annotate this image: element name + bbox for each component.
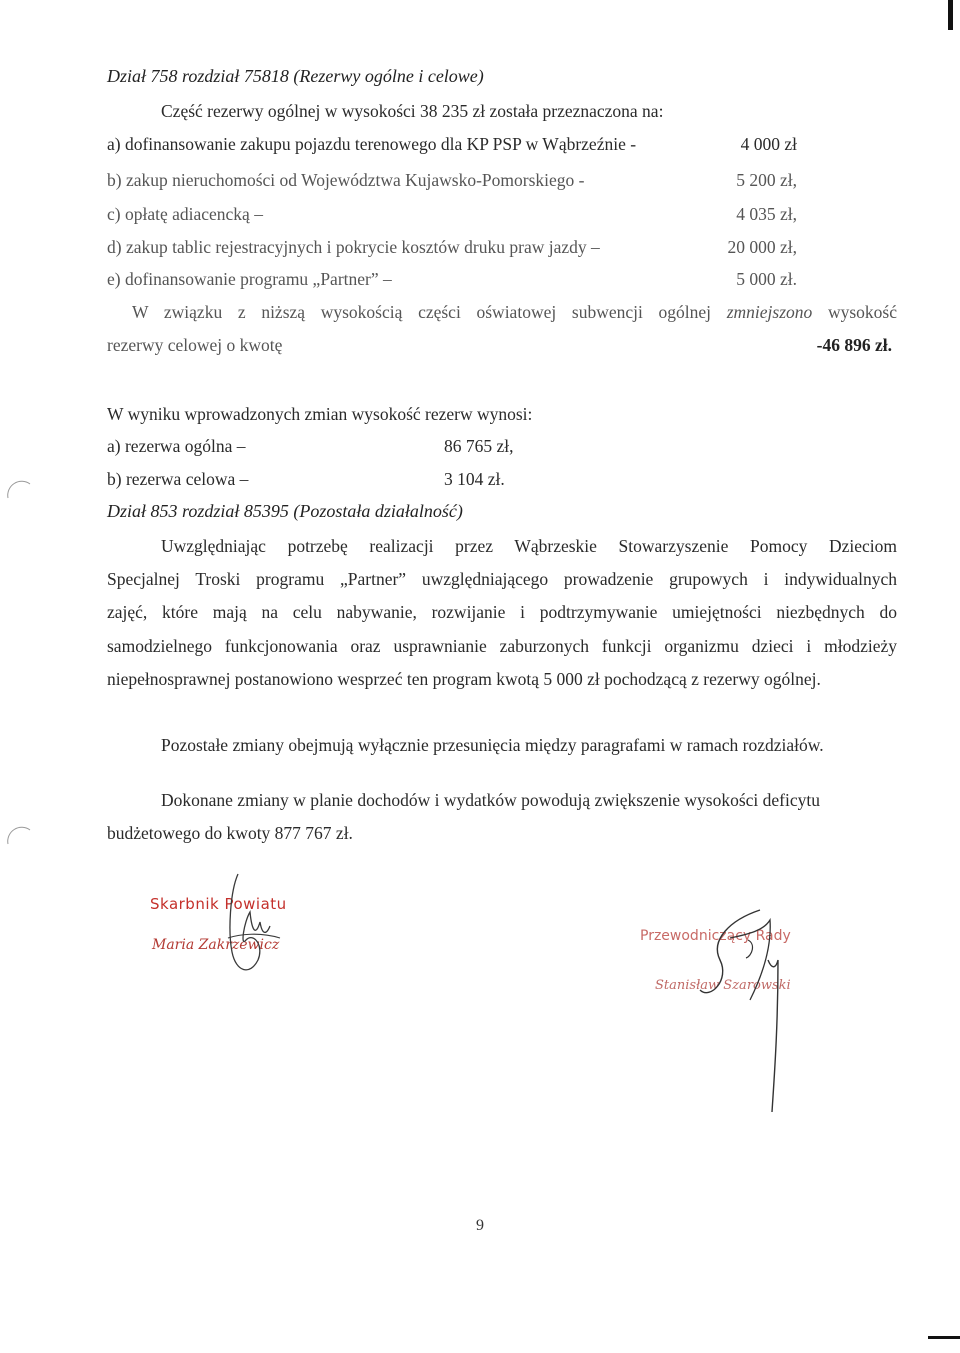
section-heading-853: Dział 853 rozdział 85395 (Pozostała działalność)	[107, 501, 463, 521]
council-chair-name-stamp: Stanisław Szarowski	[655, 978, 791, 993]
result-amount: 3 104 zł.	[444, 469, 505, 489]
reduction-text-b: zmniejszono	[726, 302, 813, 322]
reserve-intro: Część rezerwy ogólnej w wysokości 38 235 zł została przeznaczona na:	[161, 101, 664, 121]
allocation-item-b	[107, 170, 797, 192]
result-item-general	[107, 436, 527, 458]
allocation-label: c) opłatę adiacencką –	[107, 204, 263, 224]
reduction-line-2	[107, 335, 892, 357]
allocation-amount: 4 000 zł	[740, 134, 797, 154]
result-label: a) rezerwa ogólna –	[107, 436, 246, 456]
council-chair-title-stamp: Przewodniczący Rady	[640, 928, 791, 944]
body-line-1: Uwzględniając potrzebę realizacji przez Wąbrzeskie Stowarzyszenie Pomocy Dzieciom	[161, 536, 897, 556]
allocation-item-a	[107, 134, 797, 156]
deficit-line-1: Dokonane zmiany w planie dochodów i wydatków powodują zwiększenie wysokości deficytu	[161, 790, 821, 810]
allocation-amount: 5 200 zł,	[736, 170, 797, 190]
result-label: b) rezerwa celowa –	[107, 469, 249, 489]
allocation-label: e) dofinansowanie programu „Partner” –	[107, 269, 392, 289]
scan-edge-mark	[948, 0, 953, 30]
body-line-5: niepełnosprawnej postanowiono wesprzeć ten program kwotą 5 000 zł pochodzącą z rezerwy ogólnej.	[107, 669, 821, 689]
treasurer-signature	[210, 872, 290, 982]
reduction-line-1	[132, 302, 897, 323]
heading-part-2: (Rezerwy ogólne i celowe)	[293, 66, 484, 86]
body-line-4: samodzielnego funkcjonowania oraz usprawnianie zaburzonych funkcji organizmu dzieci i młodzieży	[107, 636, 897, 656]
heading-part-1: Dział 758 rozdział 75818	[107, 66, 294, 86]
reduction-text-a: W związku z niższą wysokością części oświatowej subwencji ogólnej	[132, 302, 727, 322]
punch-hole-lower	[4, 826, 34, 856]
allocation-amount: 4 035 zł,	[736, 204, 797, 224]
treasurer-title-stamp: Skarbnik Powiatu	[150, 895, 287, 913]
allocation-label: b) zakup nieruchomości od Województwa Kujawsko-Pomorskiego -	[107, 170, 585, 190]
treasurer-name-stamp: Maria Zakrzewicz	[152, 937, 280, 953]
section-heading-758	[107, 66, 484, 87]
page-number: 9	[476, 1217, 484, 1234]
allocation-amount: 5 000 zł.	[736, 269, 797, 289]
allocation-item-e	[107, 269, 797, 291]
allocation-item-c	[107, 204, 797, 226]
scan-edge-mark-bottom	[928, 1336, 960, 1339]
reduction-label: rezerwy celowej o kwotę	[107, 335, 283, 355]
result-amount: 86 765 zł,	[444, 436, 514, 456]
allocation-label: a) dofinansowanie zakupu pojazdu terenowego dla KP PSP w Wąbrzeźnie -	[107, 134, 637, 154]
result-intro: W wyniku wprowadzonych zmian wysokość rezerw wynosi:	[107, 404, 533, 424]
body-line-2: Specjalnej Troski programu „Partner” uwzględniającego prowadzenie grupowych i indywidualnych	[107, 569, 897, 589]
allocation-label: d) zakup tablic rejestracyjnych i pokrycie kosztów druku praw jazdy –	[107, 237, 600, 257]
reduction-amount: -46 896 zł.	[816, 335, 892, 355]
deficit-line-2: budżetowego do kwoty 877 767 zł.	[107, 823, 353, 843]
reduction-text-c: wysokość	[812, 302, 897, 322]
allocation-amount: 20 000 zł,	[727, 237, 797, 257]
result-item-targeted	[107, 469, 527, 491]
other-changes-text: Pozostałe zmiany obejmują wyłącznie przesunięcia między paragrafami w ramach rozdziałów.	[161, 735, 824, 755]
allocation-item-d	[107, 237, 797, 259]
council-chair-signature	[690, 900, 800, 1120]
punch-hole-upper	[4, 480, 34, 510]
body-line-3: zajęć, które mają na celu nabywanie, rozwijanie i podtrzymywanie umiejętności niezbędnych do	[107, 602, 897, 622]
